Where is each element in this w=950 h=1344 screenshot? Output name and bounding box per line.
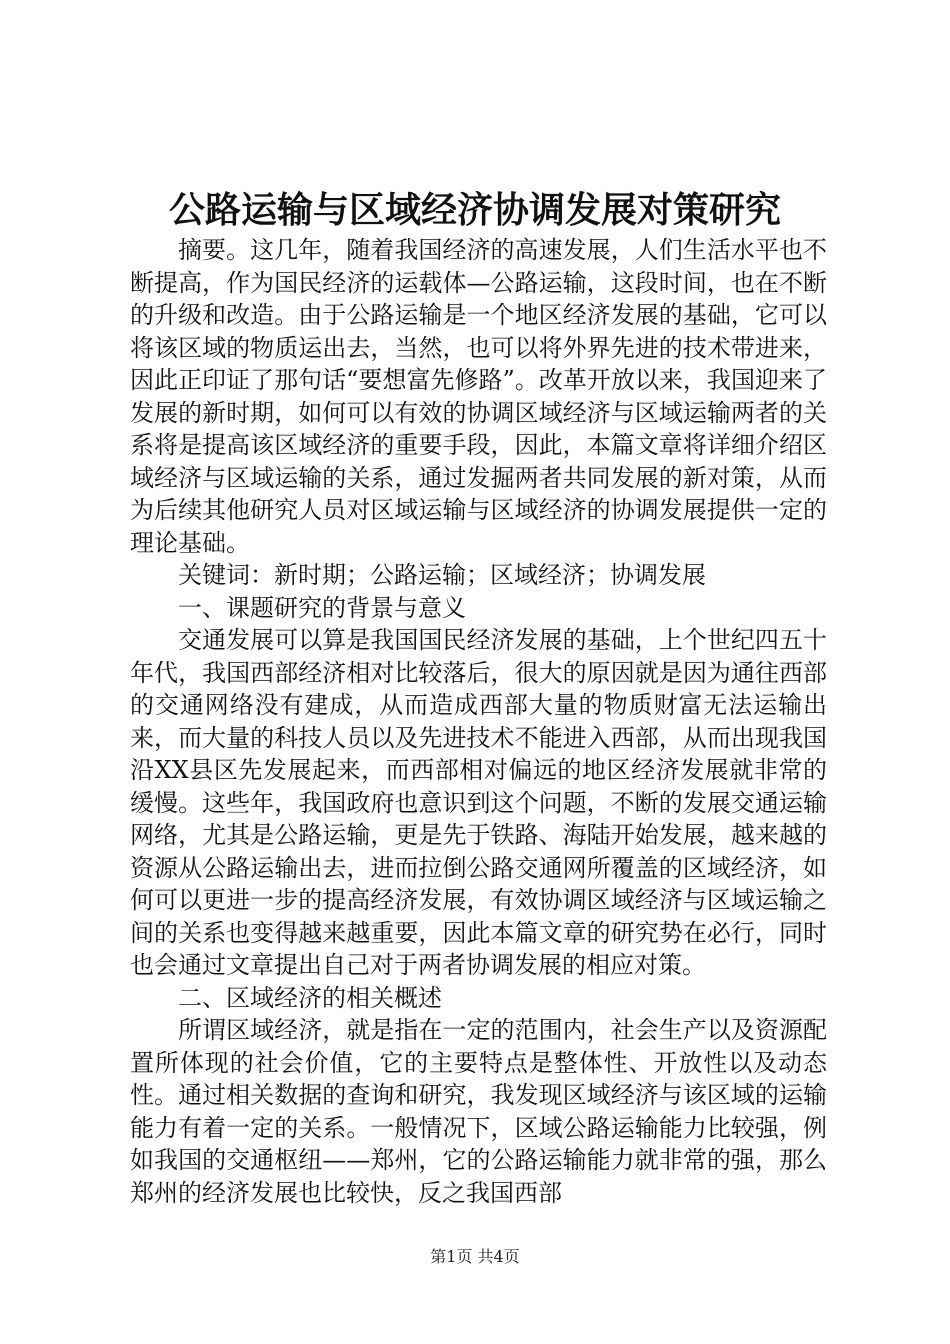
document-title: 公路运输与区域经济协调发展对策研究 [168, 189, 781, 231]
section-heading-2: 二、区域经济的相关概述 [178, 983, 442, 1012]
body-paragraph: 所谓区域经济，就是指在一定的范围内，社会生产以及资源配置所体现的社会价值，它的主要特点是整体性、开放性以及动态性。通过相关数据的查询和研究，我发现区域经济与该区域的运输能力有着一定的关系。一般情况下，区域公路运输能力比较强，例如我国的交通枢纽——郑州，它的公路运输能力就非常的强，那么郑州的经济发展也比较快，反之我国西部 [130, 1016, 827, 1207]
page-footer: 第1页 共4页 [430, 1247, 520, 1266]
body-paragraph: 交通发展可以算是我国国民经济发展的基础，上个世纪四五十年代，我国西部经济相对比较落后，很大的原因就是因为通往西部的交通网络没有建成，从而造成西部大量的物质财富无法运输出来，而大量的科技人员以及先进技术不能进入西部，从而出现我国沿XX县区先发展起来，而西部相对偏远的地区经济发展就非常的缓慢。这些年，我国政府也意识到这个问题，不断的发展交通运输网络，尤其是公路运输，更是先于铁路、海陆开始发展，越来越的资源从公路运输出去，进而拉倒公路交通网所覆盖的区域经济，如何可以更进一步的提高经济发展，有效协调区域经济与区域运输之间的关系也变得越来越重要，因此本篇文章的研究势在必行，同时也会通过文章提出自己对于两者协调发展的相应对策。 [130, 626, 827, 979]
section-heading-1: 一、课题研究的背景与意义 [178, 593, 466, 622]
document-body [130, 234, 827, 1209]
keywords-paragraph: 关键词：新时期；公路运输；区域经济；协调发展 [178, 561, 706, 589]
abstract-paragraph: 摘要。这几年，随着我国经济的高速发展，人们生活水平也不断提高，作为国民经济的运载体—公路运输，这段时间，也在不断的升级和改造。由于公路运输是一个地区经济发展的基础，它可以将该区域的物质运出去，当然，也可以将外界先进的技术带进来，因此正印证了那句话“要想富先修路”。改革开放以来，我国迎来了发展的新时期，如何可以有效的协调区域经济与区域运输两者的关系将是提高该区域经济的重要手段，因此，本篇文章将详细介绍区域经济与区域运输的关系，通过发掘两者共同发展的新对策，从而为后续其他研究人员对区域运输与区域经济的协调发展提供一定的理论基础。 [130, 236, 827, 557]
